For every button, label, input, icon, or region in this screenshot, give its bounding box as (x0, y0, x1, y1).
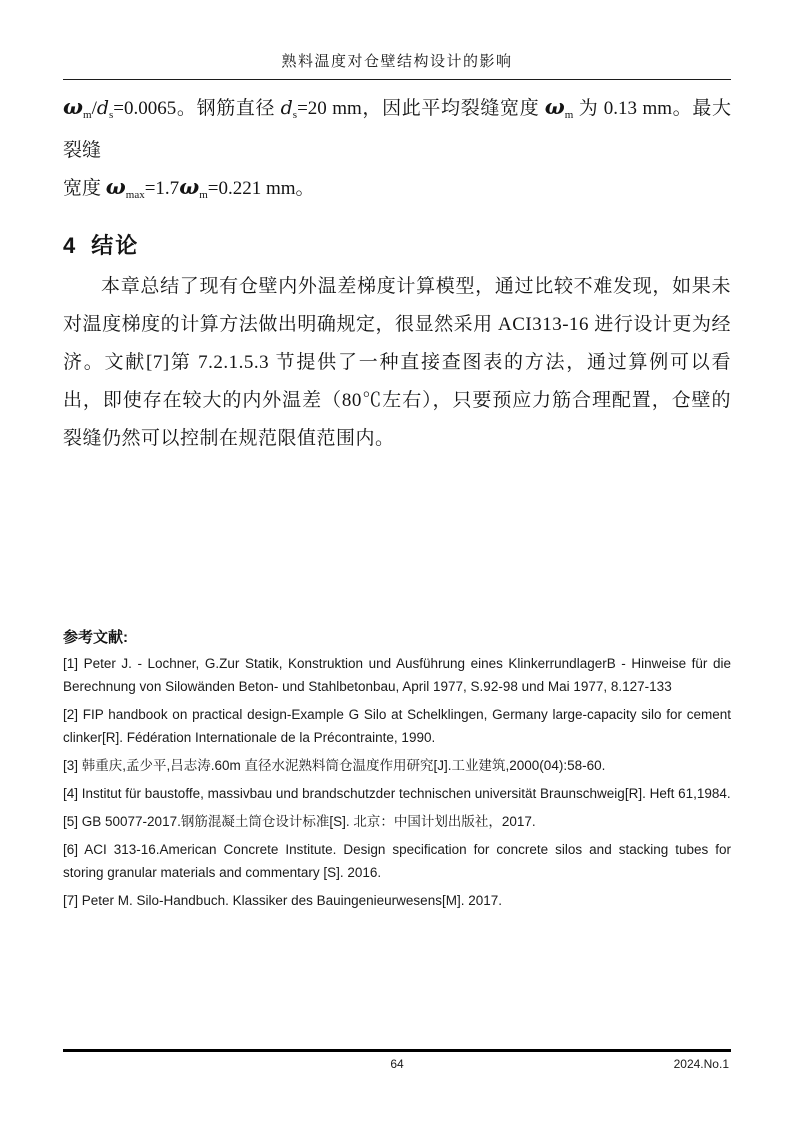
reference-item: [5] GB 50077-2017.钢筋混凝土筒仓设计标准[S]. 北京：中国计划出版社，2017. (63, 814, 536, 829)
reference-item: [4] Institut für baustoffe, massivbau und brandschutzder technischen universität Braunschweig[R]. Heft 61,1984. (63, 786, 731, 801)
references-heading: 参考文献: (63, 629, 128, 646)
running-header (63, 0, 731, 80)
reference-item: [7] Peter M. Silo-Handbuch. Klassiker des Bauingenieurwesens[M]. 2017. (63, 893, 502, 908)
formula-line-2: 宽度 $\omega_{max}=1.7\omega_m=0.221$ mm。 (63, 174, 315, 201)
formula-line-1: $\omega_m/d_s=0.0065$。钢筋直径 $d_s=20$ mm，因此平均裂缝宽度 $\omega_m$ 为 0.13 mm。最大裂缝 (63, 94, 731, 161)
reference-item: [3] 韩重庆,孟少平,吕志涛.60m 直径水泥熟料筒仓温度作用研究[J].工业建筑,2000(04):58-60. (63, 758, 606, 773)
reference-item: [1] Peter J. - Lochner, G.Zur Statik, Konstruktion und Ausführung eines KlinkerrundlagerB - Hinweise für die Berechnung von Silowänden Beton- und Stahlbetonbau, April 1977, S.92-98 und Mai 1977, 8.127-133 (63, 656, 731, 694)
running-header-title: 熟料温度对仓壁结构设计的影响 (281, 54, 513, 70)
section-number: 4 (63, 233, 76, 258)
page-footer (63, 1049, 731, 1078)
references-section (63, 626, 731, 912)
page-number: 64 (390, 1057, 404, 1071)
reference-item: [2] FIP handbook on practical design-Example G Silo at Schelklingen, Germany large-capacity silo for cement clinker[R]. Fédération Internationale de la Précontrainte, 1990. (63, 707, 731, 745)
issue-label: 2024.No.1 (673, 1057, 729, 1071)
conclusion-paragraph: 本章总结了现有仓壁内外温差梯度计算模型，通过比较不难发现，如果未对温度梯度的计算方法做出明确规定，很显然采用 ACI313-16 进行设计更为经济。文献[7]第 7.2.1.5.3 节提供了一种直接查图表的方法，通过算例可以看出，即使存在较大的内外温差（80℃左右），只要预应力筋合理配置，仓壁的裂缝仍然可以控制在规范限值范围内。 (63, 276, 731, 449)
section-title: 结论 (91, 233, 140, 258)
crack-width-paragraph (63, 89, 731, 213)
reference-item: [6] ACI 313-16.American Concrete Institute. Design specification for concrete silos and stacking tubes for storing granular materials and commentary [S]. 2016. (63, 842, 731, 880)
section-heading (63, 229, 731, 260)
